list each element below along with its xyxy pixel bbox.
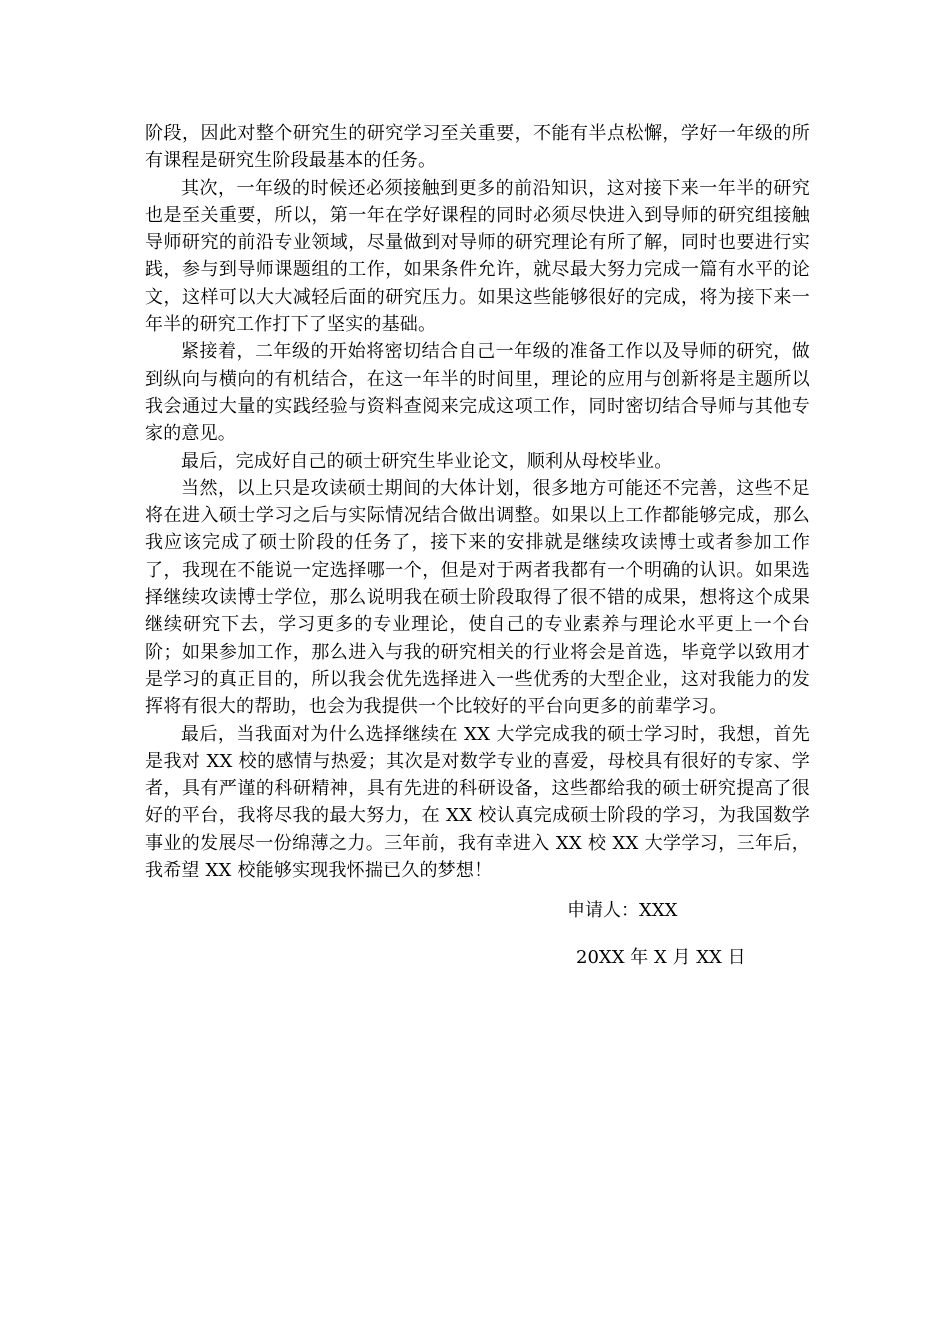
signature-date: 20XX 年 X 月 XX 日	[576, 947, 746, 968]
paragraph-graduation: 最后，完成好自己的硕士研究生毕业论文，顺利从母校毕业。	[181, 450, 673, 472]
applicant-signature: 申请人：XXX	[567, 900, 678, 921]
paragraph-second-point: 其次，一年级的时候还必须接触到更多的前沿知识，这对接下来一年半的研究也是至关重要，所以，第一年在学好课程的同时必须尽快进入到导师的研究组接触导师研究的前沿专业领域，尽量做到对导师的研究理论有所了解，同时也要进行实践，参与到导师课题组的工作，如果条件允许，就尽最大努力完成一篇有水平的论文，这样可以大大减轻后面的研究压力。如果这些能够很好的完成，将为接下来一年半的研究工作打下了坚实的基础。	[145, 177, 810, 336]
document-body	[145, 120, 810, 884]
paragraph-second-year: 紧接着，二年级的开始将密切结合自己一年级的准备工作以及导师的研究，做到纵向与横向的有机结合，在这一年半的时间里，理论的应用与创新将是主题所以我会通过大量的实践经验与资料查阅来完成这项工作，同时密切结合导师与其他专家的意见。	[145, 341, 810, 445]
paragraph-reason: 最后，当我面对为什么选择继续在 XX 大学完成我的硕士学习时，我想，首先是我对 XX 校的感情与热爱；其次是对数学专业的喜爱，母校具有很好的专家、学者，具有严谨的科研精神，具有先进的科研设备，这些都给我的硕士研究提高了很好的平台，我将尽我的最大努力，在 XX 校认真完成硕士阶段的学习，为我国数学事业的发展尽一份绵薄之力。三年前，我有幸进入 XX 校 XX 大学学习，三年后，我希望 XX 校能够实现我怀揣已久的梦想！	[145, 723, 810, 882]
paragraph-future-plans: 当然，以上只是攻读硕士期间的大体计划，很多地方可能还不完善，这些不足将在进入硕士学习之后与实际情况结合做出调整。如果以上工作都能够完成，那么我应该完成了硕士阶段的任务了，接下来的安排就是继续攻读博士或者参加工作了，我现在不能说一定选择哪一个，但是对于两者我都有一个明确的认识。如果选择继续攻读博士学位，那么说明我在硕士阶段取得了很不错的成果，想将这个成果继续研究下去，学习更多的专业理论，使自己的专业素养与理论水平更上一个台阶；如果参加工作，那么进入与我的研究相关的行业将会是首选，毕竟学以致用才是学习的真正目的，所以我会优先选择进入一些优秀的大型企业，这对我能力的发挥将有很大的帮助，也会为我提供一个比较好的平台向更多的前辈学习。	[145, 477, 810, 718]
paragraph-continuation: 阶段，因此对整个研究生的研究学习至关重要，不能有半点松懈，学好一年级的所有课程是研究生阶段最基本的任务。	[145, 123, 810, 172]
